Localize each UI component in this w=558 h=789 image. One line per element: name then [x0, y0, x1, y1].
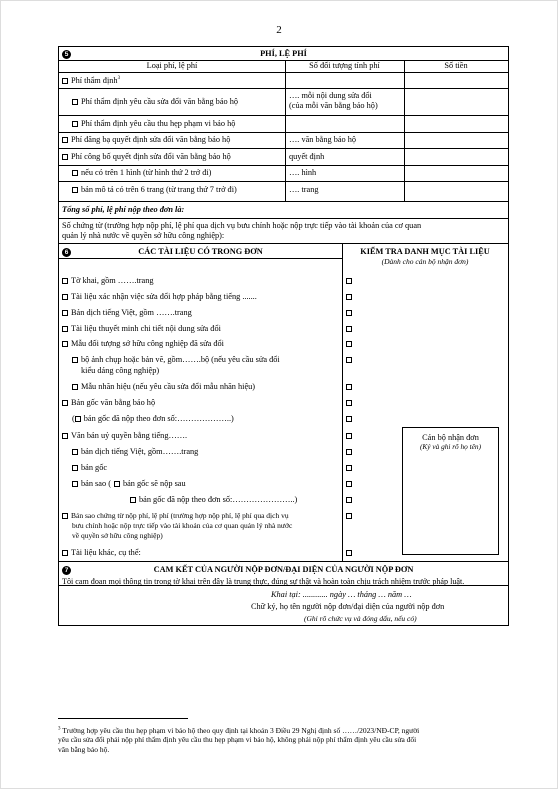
- fee-desc-row: [72, 185, 237, 195]
- check-auth-original-checkbox[interactable]: [346, 465, 352, 471]
- divider: [59, 181, 508, 182]
- doc-auth-original-label: bản gốc: [81, 463, 108, 472]
- footnote-marker: 3: [58, 726, 61, 732]
- fee-publish-label: Phí công bố quyết định sửa đổi văn bằng bảo hộ: [71, 152, 231, 161]
- section7-number-badge: 7: [62, 565, 71, 575]
- doc-item-confirmation: [62, 292, 257, 302]
- check-confirmation-checkbox[interactable]: [346, 294, 352, 300]
- check-auth-filed-checkbox[interactable]: [346, 497, 352, 503]
- doc-photos-checkbox[interactable]: [72, 357, 78, 363]
- officer-label: Cán bộ nhận đơn: [422, 433, 479, 442]
- section6-column-divider: [342, 243, 343, 561]
- doc-item-sample: [62, 339, 224, 349]
- doc-auth-translation-checkbox[interactable]: [72, 449, 78, 455]
- divider: [59, 88, 508, 89]
- doc-other-label: Tài liệu khác, cụ thể:: [71, 548, 141, 557]
- fee-appraisal-amend-unit: …. mỗi nội dung sửa đổi: [289, 91, 372, 100]
- footnote: [58, 726, 519, 754]
- fee-register-row: [62, 135, 230, 145]
- check-auth-copy-checkbox[interactable]: [346, 481, 352, 487]
- doc-item-auth-original: [72, 463, 107, 473]
- page-number: 2: [276, 24, 282, 36]
- fee-appraisal-narrow-label: Phí thẩm định yêu cầu thu hẹp phạm vi bảo hộ: [81, 119, 236, 128]
- section6-number-badge: 6: [62, 247, 71, 257]
- fee-desc-label: bản mô tả có trên 6 trang (từ trang thứ 7 trở đi): [81, 185, 237, 194]
- doc-authorization-checkbox[interactable]: [62, 433, 68, 439]
- doc-auth-translation-label: bản dịch tiếng Việt, gồm…….trang: [81, 447, 199, 456]
- section7-title: CAM KẾT CỦA NGƯỜI NỘP ĐƠN/ĐẠI DIỆN CỦA NGƯỜI NỘP ĐƠN: [153, 565, 414, 574]
- fee-image-row: [72, 168, 211, 178]
- fee-appraisal-narrow-checkbox[interactable]: [72, 121, 78, 127]
- fee-publish-unit: quyết định: [289, 152, 325, 161]
- doc-item-original-filed: [72, 414, 234, 424]
- doc-item-translation: [62, 308, 192, 318]
- doc-auth-original-checkbox[interactable]: [72, 465, 78, 471]
- fee-appraisal-checkbox[interactable]: [62, 78, 68, 84]
- fee-appraisal-amend-row: [72, 97, 238, 107]
- check-list-title: KIỂM TRA DANH MỤC TÀI LIỆU: [360, 247, 490, 256]
- check-explanation-checkbox[interactable]: [346, 326, 352, 332]
- fee-register-unit: …. văn bằng bảo hộ: [289, 135, 357, 144]
- fee-appraisal-amend-unit-note: (của mỗi văn bằng bảo hộ): [289, 101, 378, 110]
- footnote-line: [58, 726, 519, 735]
- doc-confirmation-label: Tài liệu xác nhận việc sửa đổi hợp pháp bằng tiếng .......: [71, 292, 257, 301]
- doc-item-declaration: [62, 276, 154, 286]
- doc-item-fee-receipt-cont2: về quyền sở hữu công nghiệp): [72, 531, 163, 540]
- section6-title: CÁC TÀI LIỆU CÓ TRONG ĐƠN: [138, 247, 263, 256]
- doc-translation-label: Bản dịch tiếng Việt, gồm …….trang: [71, 308, 192, 317]
- doc-item-other: [62, 548, 141, 558]
- total-fee-label: Tổng số phí, lệ phí nộp theo đơn là:: [62, 205, 185, 214]
- fee-register-label: Phí đăng bạ quyết định sửa đổi văn bằng bảo hộ: [71, 135, 231, 144]
- doc-auth-later-label: bản gốc sẽ nộp sau: [122, 479, 186, 488]
- check-auth-translation-checkbox[interactable]: [346, 449, 352, 455]
- check-photos-checkbox[interactable]: [346, 357, 352, 363]
- check-original-certificate-checkbox[interactable]: [346, 400, 352, 406]
- doc-item-explanation: [62, 324, 221, 334]
- officer-sublabel: (Ký và ghi rõ họ tên): [420, 441, 481, 451]
- check-other-checkbox[interactable]: [346, 550, 352, 556]
- doc-translation-checkbox[interactable]: [62, 310, 68, 316]
- fee-image-unit: …. hình: [289, 168, 317, 177]
- check-trademark-sample-checkbox[interactable]: [346, 384, 352, 390]
- signature-sublabel: (Ghi rõ chức vụ và đóng dấu, nếu có): [304, 614, 417, 623]
- doc-item-auth-filed: [130, 495, 297, 505]
- doc-explanation-checkbox[interactable]: [62, 326, 68, 332]
- divider: [59, 243, 508, 244]
- fee-desc-unit: …. trang: [289, 185, 319, 194]
- divider: [59, 561, 508, 562]
- check-list-subtitle: (Dành cho cán bộ nhận đơn): [381, 257, 469, 266]
- section7-box: [58, 586, 509, 626]
- doc-explanation-label: Tài liệu thuyết minh chi tiết nội dung sửa đổi: [71, 324, 221, 333]
- doc-declaration-label: Tờ khai, gồm …….trang: [71, 276, 154, 285]
- check-authorization-checkbox[interactable]: [346, 433, 352, 439]
- check-original-filed-checkbox[interactable]: [346, 416, 352, 422]
- paren-open: (: [72, 414, 75, 423]
- doc-trademark-sample-checkbox[interactable]: [72, 384, 78, 390]
- receipt-number-label: Số chứng từ (trường hợp nộp phí, lệ phí qua dịch vụ bưu chính hoặc nộp trực tiếp vào tài khoản của cơ quan: [62, 221, 422, 230]
- col-header-amount: Số tiền: [444, 61, 468, 70]
- doc-sample-checkbox[interactable]: [62, 341, 68, 347]
- col-header-fee-type: Loại phí, lệ phí: [146, 61, 198, 70]
- doc-other-checkbox[interactable]: [62, 550, 68, 556]
- divider: [59, 165, 508, 166]
- receipt-number-label-cont: quản lý nhà nước về quyền sở hữu công nghiệp):: [62, 231, 225, 240]
- fee-desc-checkbox[interactable]: [72, 187, 78, 193]
- doc-photos-label: bộ ảnh chụp hoặc bản vẽ, gồm…….bộ (nếu yêu cầu sửa đổi: [81, 355, 280, 364]
- divider: [59, 72, 508, 73]
- section5-title: PHÍ, LỆ PHÍ: [260, 49, 307, 58]
- doc-item-authorization: [62, 431, 187, 441]
- footnote-ref: 3: [117, 76, 121, 82]
- doc-item-auth-translation: [72, 447, 198, 457]
- doc-auth-filed-label: bản gốc đã nộp theo đơn số:…………………..): [139, 495, 298, 504]
- footnote-line: yêu cầu sửa đổi phải nộp phí thẩm định yêu cầu thu hẹp phạm vi bảo hộ, không phải nộp phí thẩm định yêu cầu sửa đổi: [58, 735, 417, 745]
- divider: [59, 218, 508, 219]
- doc-auth-copy-label: bản sao (: [81, 479, 111, 488]
- fee-appraisal-label: Phí thẩm định: [71, 76, 118, 85]
- divider: [59, 258, 342, 259]
- divider: [59, 201, 508, 202]
- fee-appraisal-narrow-row: [72, 119, 235, 129]
- doc-item-trademark-sample: [72, 382, 255, 392]
- footnote-separator: [58, 718, 188, 719]
- doc-sample-label: Mẫu đối tượng sở hữu công nghiệp đã sửa đổi: [71, 339, 224, 348]
- signature-label: Chữ ký, họ tên người nộp đơn/đại diện của người nộp đơn: [251, 602, 445, 611]
- doc-original-filed-checkbox[interactable]: [75, 416, 81, 422]
- doc-auth-later-checkbox[interactable]: [114, 481, 120, 487]
- doc-original-certificate-checkbox[interactable]: [62, 400, 68, 406]
- footnote-line: văn bằng bảo hộ.: [58, 744, 110, 754]
- fee-publish-row: [62, 152, 231, 162]
- doc-item-photos: [72, 355, 280, 365]
- divider: [59, 132, 508, 133]
- check-translation-checkbox[interactable]: [346, 310, 352, 316]
- divider: [59, 148, 508, 149]
- check-sample-checkbox[interactable]: [346, 341, 352, 347]
- doc-original-filed-label: bản gốc đã nộp theo đơn số:………………..): [83, 414, 234, 423]
- doc-trademark-sample-label: Mẫu nhãn hiệu (nếu yêu cầu sửa đổi mẫu nhãn hiệu): [81, 382, 256, 391]
- fee-publish-checkbox[interactable]: [62, 154, 68, 160]
- doc-original-certificate-label: Bản gốc văn bằng bảo hộ: [71, 398, 156, 407]
- check-declaration-checkbox[interactable]: [346, 278, 352, 284]
- doc-item-fee-receipt: [62, 511, 289, 520]
- doc-auth-copy-checkbox[interactable]: [72, 481, 78, 487]
- officer-signature-box[interactable]: [402, 427, 499, 555]
- divider: [59, 115, 508, 116]
- fee-image-label: nếu có trên 1 hình (từ hình thứ 2 trở đi): [81, 168, 212, 177]
- doc-fee-receipt-label: Bản sao chứng từ nộp phí, lệ phí (trường hợp nộp phí, lệ phí qua dịch vụ: [71, 511, 289, 520]
- footnote-text: Trường hợp yêu cầu thu hẹp phạm vi bảo hộ theo quy định tại khoản 3 Điều 29 Nghị định số ……/2023/NĐ-CP, người: [62, 726, 420, 735]
- fee-appraisal-amend-checkbox[interactable]: [72, 99, 78, 105]
- col-header-count: Số đối tượng tính phí: [309, 61, 380, 70]
- doc-item-photos-cont: kiểu dáng công nghiệp): [81, 366, 160, 375]
- section5-number-badge: 5: [62, 49, 71, 59]
- check-fee-receipt-checkbox[interactable]: [346, 513, 352, 519]
- form-frame: [58, 46, 509, 586]
- doc-confirmation-checkbox[interactable]: [62, 294, 68, 300]
- doc-item-fee-receipt-cont: bưu chính hoặc nộp trực tiếp vào tài khoản của cơ quan quản lý nhà nước: [72, 521, 293, 530]
- doc-fee-receipt-checkbox[interactable]: [62, 513, 68, 519]
- fee-appraisal-amend-label: Phí thẩm định yêu cầu sửa đổi văn bằng bảo hộ: [81, 97, 239, 106]
- commitment-statement: Tôi cam đoan mọi thông tin trong tờ khai trên đây là trung thực, đúng sự thật và hoàn toàn chịu trách nhiệm trước pháp luật.: [62, 577, 465, 586]
- fee-register-checkbox[interactable]: [62, 137, 68, 143]
- doc-authorization-label: Văn bản uỷ quyền bằng tiếng…….: [71, 431, 188, 440]
- fee-image-checkbox[interactable]: [72, 170, 78, 176]
- doc-item-original-certificate: [62, 398, 155, 408]
- doc-item-auth-copy: [72, 479, 186, 489]
- declaration-date: Khai tại: ............ ngày … tháng … năm …: [271, 590, 412, 599]
- doc-declaration-checkbox[interactable]: [62, 278, 68, 284]
- doc-auth-filed-checkbox[interactable]: [130, 497, 136, 503]
- fee-appraisal-row: [62, 76, 120, 86]
